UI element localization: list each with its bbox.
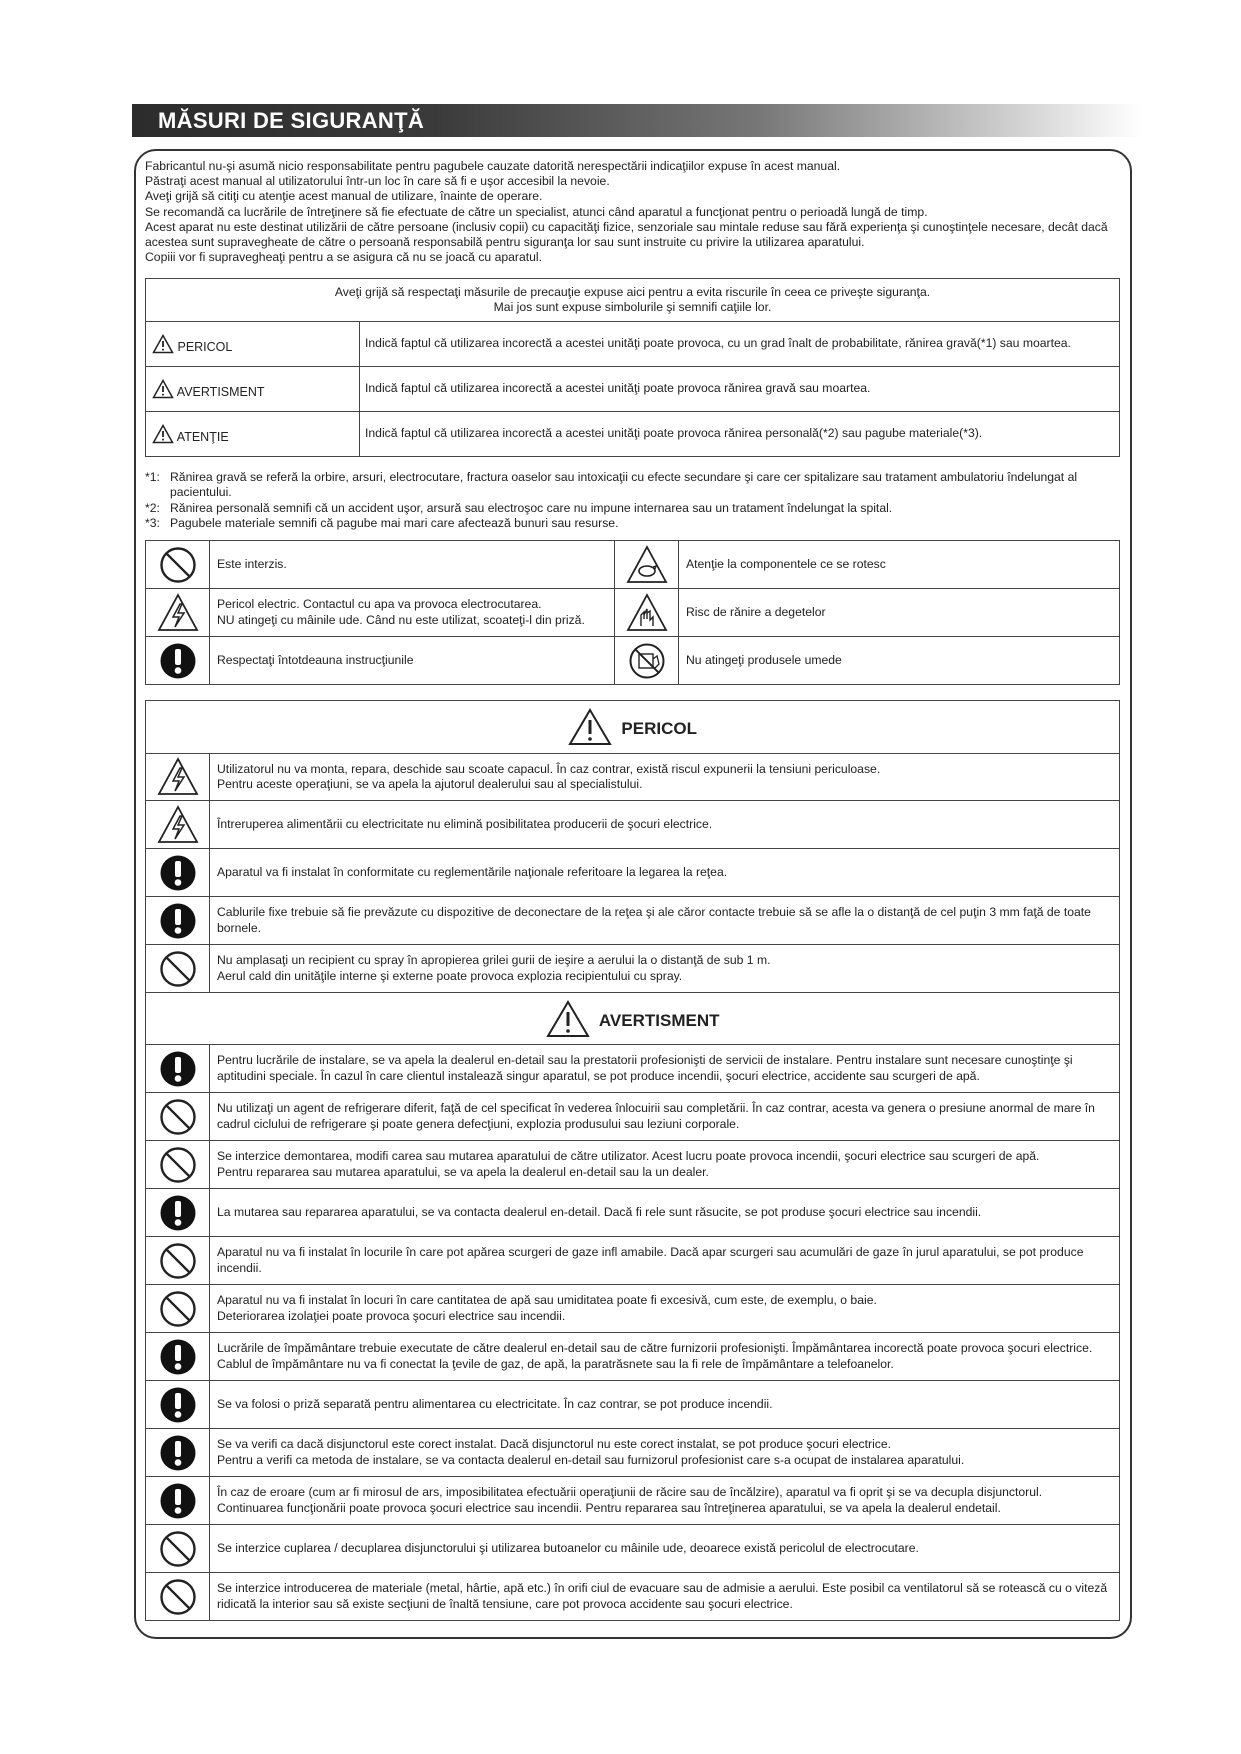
electric-hazard-icon [146,754,210,801]
instruction-line: La mutarea sau repararea aparatului, se va contacta dealerul en-detail. Dacă fi rele sunt răsucite, se pot produse şocuri electrice sau incendii. [217,1204,982,1219]
instruction-row [146,1333,1120,1381]
symbol-meaning [210,637,615,685]
instruction-line: În caz de eroare (cum ar fi mirosul de ars, imposibilitatea efectuării operaţiunii de răcire sau de încălzire), aparatul va fi oprit şi se va decupla disjunctorul. [217,1485,1043,1499]
footnote-text: Rănirea gravă se referă la orbire, arsuri, electrocutare, fractura oaselor sau intoxicaţii cu efecte secundare şi care cer spitalizare sau tratament ambulatoriu îndelungat al pacientului. [170,470,1078,500]
instruction-row [146,1525,1120,1573]
level-label-text: PERICOL [177,340,233,355]
mandatory-icon [146,1045,210,1093]
warning-triangle-icon [152,426,174,440]
symbol-meaning-line: NU atingeţi cu mâinile ude. Când nu este utilizat, scoateţi-l din priză. [217,612,585,627]
footnote-key: *1: [145,470,160,484]
instruction-text [210,1573,1120,1621]
instruction-row [146,1189,1120,1237]
instruction-line: Cablurile fixe trebuie să fie prevăzute cu dispozitive de deconectare de la reţea şi ale căror contacte trebuie să se afle la o distanţă de cel puţin 3 mm faţă de toate bornele. [217,905,1091,935]
prohibited-icon [146,1141,210,1189]
instruction-text [210,801,1120,849]
instruction-text [210,897,1120,945]
page-title: MĂSURI DE SIGURANŢĂ [158,108,425,133]
levels-header-line: Mai jos sunt expuse simbolurile şi semnifi caţiile lor. [493,300,772,314]
instruction-text [210,1477,1120,1525]
level-label [146,367,360,412]
symbol-meaning [210,541,615,589]
instruction-row [146,849,1120,897]
prohibited-icon [146,1525,210,1573]
intro-line: Copiii vor fi supravegheaţi pentru a se asigura că nu se joacă cu aparatul. [145,250,543,265]
instruction-line: Lucrările de împământare trebuie executate de către dealerul en-detail sau de către furnizorii profesionişti. Împământarea incorectă poate provoca şocuri electrice. Cablul de împământare nu va fi conectat la ţevile de gaz, de apă, la paratrăsnete sau la fi rele de împământare a telefoanelor. [217,1341,1093,1371]
instruction-line: Se va folosi o priză separată pentru alimentarea cu electricitate. În caz contrar, se pot produce incendii. [217,1396,773,1411]
mandatory-icon [146,1189,210,1237]
instruction-text [210,1525,1120,1573]
instruction-line: Aerul cald din unităţile interne şi externe poate provoca explozia recipientului cu spray. [217,968,683,983]
prohibited-icon [146,945,210,993]
instruction-line: Pentru a verifi ca metoda de instalare, se va contacta dealerul en-detail sau furnizorul profesionist care s-a ocupat de instalarea aparatului. [217,1452,965,1467]
instruction-row [146,754,1120,801]
instruction-row [146,1093,1120,1141]
intro-line: Fabricantul nu-şi asumă nicio responsabilitate pentru pagubele cauzate datorită nerespectării indicaţiilor expuse în acest manual. [145,159,841,173]
level-description: Indică faptul că utilizarea incorectă a acestei unităţi poate provoca, cu un grad înalt de probabilitate, rănirea gravă(*1) sau moartea. [360,322,1120,367]
footnote [145,501,1125,516]
instruction-text [210,1045,1120,1093]
finger-injury-icon [615,589,679,637]
footnote-key: *2: [145,500,160,515]
level-label [146,322,360,367]
instruction-row [146,1477,1120,1525]
instruction-line: Aparatul nu va fi instalat în locuri în care cantitatea de apă sau umiditatea poate fi excesivă, cum este, de exemplu, o baie. [217,1293,877,1307]
instruction-text [210,1141,1120,1189]
levels-header [146,279,1120,322]
footnote [145,470,1125,501]
mandatory-icon [146,1333,210,1381]
warning-triangle-icon [152,336,174,350]
instruction-row [146,1045,1120,1093]
level-label-text: ATENŢIE [176,430,229,445]
symbol-row [146,541,1120,589]
instruction-text [210,1333,1120,1381]
instruction-line: Se interzice demontarea, modifi carea sau mutarea aparatului de către utilizator. Acest lucru poate provoca incendii, şocuri electrice sau scurgeri de apă. [217,1149,1040,1163]
symbol-meaning-line: Respectaţi întotdeauna instrucţiunile [217,652,414,667]
instruction-line: Se va verifi ca dacă disjunctorul este corect instalat. Dacă disjunctorul nu este corect instalat, se pot produce şocuri electrice. [217,1437,892,1451]
instruction-line: Utilizatorul nu va monta, repara, deschide sau scoate capacul. În caz contrar, există riscul expunerii la tensiuni periculoase. [217,761,881,776]
instruction-line: Pentru lucrările de instalare, se va apela la dealerul en-detail sau la prestatorii profesionişti de servicii de instalare. Pentru instalare sunt necesare cunoştinţe şi aptitudini speciale. În cazul în care clientul instalează singur aparatul, se pot produce incendii, şocuri electrice, accidente sau scurgeri de apă. [217,1053,1073,1083]
instruction-text [210,754,1120,801]
instruction-line: Pentru aceste operaţiuni, se va apela la ajutorul dealerului sau al specialistului. [217,777,643,791]
footnote-text: Pagubele materiale semnifi că pagube mai mari care afectează bunuri sau resurse. [170,515,619,530]
electric-hazard-icon [146,589,210,637]
instruction-row [146,1429,1120,1477]
symbol-meaning-line: Pericol electric. Contactul cu apa va provoca electrocutarea. [217,597,542,611]
instruction-text [210,1237,1120,1285]
instruction-text [210,1381,1120,1429]
intro-line: Acest aparat nu este destinat utilizării de către persoane (inclusiv copii) cu capacităţi fizice, senzoriale sau mintale reduse sau fără experienţa şi cunoştinţele necesare, decât dacă acestea sunt supravegheate de către o persoană responsabilă pentru siguranţa lor sau sunt instruite cu privire la utilizarea aparatului. [145,219,1108,250]
warning-triangle-icon [568,719,612,733]
symbol-row [146,637,1120,685]
instruction-line: Deteriorarea izolaţiei poate provoca şocuri electrice sau incendii. [217,1308,566,1323]
mandatory-icon [146,637,210,685]
level-row-pericol [146,322,1120,367]
instruction-row [146,801,1120,849]
levels-header-line: Aveţi grijă să respectaţi măsurile de precauţie expuse aici pentru a evita riscurile în ceea ce priveşte siguranţa. [334,284,931,299]
instruction-row [146,1381,1120,1429]
instruction-row [146,945,1120,993]
footnote-text: Rănirea personală semnifi că un accident uşor, arsură sau electroşoc care nu impune internarea sau un tratament îndelungat la spital. [170,500,893,515]
warning-triangle-icon [152,381,174,395]
prohibited-icon [146,1573,210,1621]
level-label [146,412,360,457]
symbol-meaning: Risc de rănire a degetelor [679,589,1120,637]
prohibited-icon [146,541,210,589]
mandatory-icon [146,1429,210,1477]
instruction-line: Aparatul nu va fi instalat în locurile în care pot apărea scurgeri de gaze infl amabile. Dacă apar scurgeri sau acumulări de gaze în jurul aparatului, se pot produce incendii. [217,1245,1084,1275]
instruction-line: Întreruperea alimentării cu electricitate nu elimină posibilitatea producerii de şocuri electrice. [217,816,713,831]
level-description: Indică faptul că utilizarea incorectă a acestei unităţi poate provoca rănirea gravă sau moartea. [360,367,1120,412]
symbols-legend-table [145,540,1120,685]
prohibited-icon [146,1285,210,1333]
instruction-text [210,1429,1120,1477]
instruction-line: Se interzice cuplarea / decuplarea disjunctorului şi utilizarea butoanelor cu mâinile ude, deoarece există pericolul de electrocutare. [217,1540,919,1555]
intro-line: Aveţi grijă să citiţi cu atenţie acest manual de utilizare, înainte de operare. [145,189,543,204]
header-bar [132,104,1142,137]
instruction-row [146,1141,1120,1189]
level-label-text: AVERTISMENT [176,385,265,400]
footnote [145,516,1125,531]
instruction-text [210,1285,1120,1333]
instruction-row [146,1285,1120,1333]
mandatory-icon [146,897,210,945]
instruction-line: Nu amplasaţi un recipient cu spray în apropierea grilei gurii de ieşire a aerului la o distanţă de sub 1 m. [217,953,771,967]
intro-line: Se recomandă ca lucrările de întreţinere să fie efectuate de către un specialist, atunci când aparatul a funcţionat pentru o perioadă lungă de timp. [145,204,928,219]
symbol-meaning-line: Este interzis. [217,556,287,571]
safety-instructions-table [145,700,1120,1621]
level-row-atentie [146,412,1120,457]
instruction-text [210,849,1120,897]
intro-text [145,159,1125,265]
rotating-parts-icon [615,541,679,589]
instruction-line: Pentru repararea sau mutarea aparatului, se va apela la dealerul en-detail sau la un dealer. [217,1164,709,1179]
instruction-text [210,1189,1120,1237]
instruction-text [210,1093,1120,1141]
instruction-row [146,1573,1120,1621]
hazard-levels-table [145,278,1120,457]
section-title: AVERTISMENT [598,1010,720,1030]
footnote-key: *3: [145,515,160,530]
mandatory-icon [146,849,210,897]
level-description: Indică faptul că utilizarea incorectă a acestei unităţi poate provoca rănirea personală(*2) sau pagube materiale(*3). [360,412,1120,457]
symbol-meaning [210,589,615,637]
section-title: PERICOL [621,719,697,739]
mandatory-icon [146,1381,210,1429]
instruction-text [210,945,1120,993]
no-wet-touch-icon [615,637,679,685]
instruction-line: Nu utilizaţi un agent de refrigerare diferit, faţă de cel specificat în vederea înlocuirii sau completării. În caz contrar, acesta va genera o presiune anormal de mare în cadrul ciclului de refrigerare şi poate genera defecţiuni, explozia produsului sau leziuni corporale. [217,1101,1095,1131]
instruction-row [146,1237,1120,1285]
symbol-meaning: Nu atingeţi produsele umede [679,637,1120,685]
warning-triangle-icon [546,1011,590,1025]
symbol-meaning: Atenţie la componentele ce se rotesc [679,541,1120,589]
prohibited-icon [146,1237,210,1285]
prohibited-icon [146,1093,210,1141]
level-row-avertisment [146,367,1120,412]
footnotes [145,470,1125,531]
instruction-line: Continuarea funcţionării poate provoca şocuri electrice sau incendii. Pentru repararea sau întreţinerea aparatului, se va apela la dealerul endetail. [217,1500,1001,1515]
section-header-avertisment [146,993,1120,1045]
instruction-line: Aparatul va fi instalat în conformitate cu reglementările naţionale referitoare la legarea la reţea. [217,864,728,879]
intro-line: Păstraţi acest manual al utilizatorului într-un loc în care să fi e uşor accesibil la nevoie. [145,174,610,189]
mandatory-icon [146,1477,210,1525]
symbol-row [146,589,1120,637]
section-header-pericol [146,701,1120,754]
electric-hazard-icon [146,801,210,849]
instruction-line: Se interzice introducerea de materiale (metal, hârtie, apă etc.) în orifi ciul de evacuare sau de admisie a aerului. Este posibil ca ventilatorul să se rotească cu o viteză ridicată la interior sau să existe secţiuni de înaltă tensiune, care pot provoca accidente sau şocuri electrice. [217,1581,1108,1611]
instruction-row [146,897,1120,945]
